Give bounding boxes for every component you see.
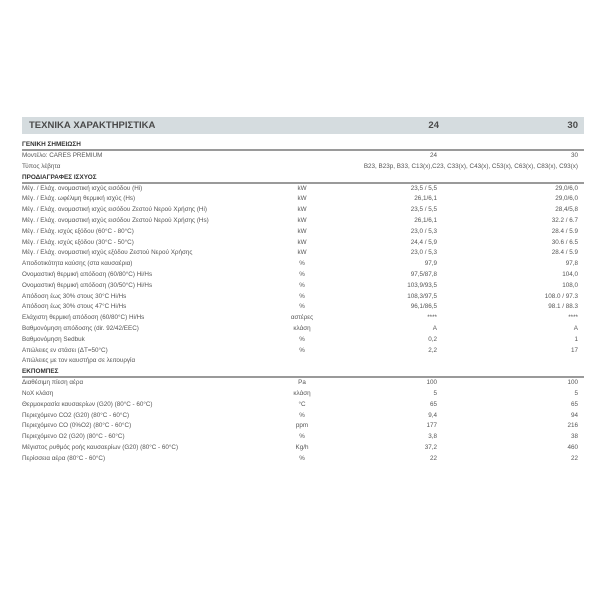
value-24: 37,2 <box>424 443 437 451</box>
row-unit: % <box>299 346 305 354</box>
value-30: 108.0 / 97.3 <box>544 292 578 300</box>
row-label: Μέγ. / Ελάχ. ονομαστική ισχύς εισόδου Ζεστού Νερού Χρήσης (Hs) <box>22 216 209 224</box>
value-24: 100 <box>426 379 437 387</box>
value-30: 30 <box>570 152 578 159</box>
value-30: 22 <box>570 454 578 462</box>
row-label: Διαθέσιμη πίεση αέρα <box>22 379 84 387</box>
row-unit: kW <box>297 206 307 214</box>
value-24: 65 <box>429 400 437 408</box>
row-unit: % <box>299 335 305 343</box>
table-row <box>22 400 584 411</box>
row-label: Μέγ. / Ελάχ. ισχύς εξόδου (60°C - 80°C) <box>22 227 134 235</box>
table-row <box>22 454 584 465</box>
table-row <box>22 227 584 238</box>
table-row <box>22 313 584 324</box>
table-row <box>22 238 584 249</box>
value-30: 5 <box>574 389 578 397</box>
value-24: 0,2 <box>428 335 437 343</box>
spec-title: ΤΕΧΝΙΚΑ ΧΑΡΑΚΤΗΡΙΣΤΙΚΑ <box>29 120 156 131</box>
value-24: 96,1/86,5 <box>410 303 437 311</box>
section-power: ΠΡΟΔΙΑΓΡΑΦΕΣ ΙΣΧΥΟΣ <box>22 173 584 184</box>
table-row <box>22 389 584 400</box>
row-label: NoX κλάση <box>22 389 54 397</box>
value-30: 29,0/6,0 <box>555 195 578 203</box>
value-30: 1 <box>574 335 578 343</box>
table-row <box>22 324 584 335</box>
value-30: 104,0 <box>562 270 578 278</box>
row-label: Απόδοση έως 30% στους 47°C Hi/Hs <box>22 303 127 311</box>
row-unit: κλάση <box>293 389 311 397</box>
row-unit: % <box>299 303 305 311</box>
row-label: Μέγιστος ρυθμός ροής καυσαερίων (G20) (80°C - 60°C) <box>22 443 179 451</box>
row-unit: kW <box>297 184 307 192</box>
value-24: 3,8 <box>428 433 437 441</box>
value-30: 28,4/5,8 <box>555 206 578 214</box>
value-24: 97,9 <box>424 260 437 268</box>
value-type: B23, B23p, B33, C13(x),C23, C33(x), C43(x), C53(x), C63(x), C83(x), C93(x) <box>363 162 578 170</box>
table-row <box>22 335 584 346</box>
table-row <box>22 356 584 367</box>
row-label: Ελάχιστη θερμική απόδοση (60/80°C) Hi/Hs <box>22 314 145 322</box>
row-label: Μέγ. / Ελάχ. ωφέλιμη θερμική ισχύς (Hs) <box>22 195 136 203</box>
value-30: 94 <box>570 411 578 419</box>
column-header-24: 24 <box>428 120 439 131</box>
table-row <box>22 216 584 227</box>
row-label: Μέγ. / Ελάχ. ισχύς εξόδου (30°C - 50°C) <box>22 238 134 246</box>
section-emissions: ΕΚΠΟΜΠΕΣ <box>22 367 584 378</box>
table-row <box>22 421 584 432</box>
row-label: Βαθμονόμηση απόδοσης (dir. 92/42/EEC) <box>22 324 139 332</box>
table-row-boiler-type <box>22 162 584 173</box>
value-24: 23,0 / 5,3 <box>410 249 437 257</box>
value-30: 216 <box>567 422 578 430</box>
row-unit: % <box>299 411 305 419</box>
value-30: 28.4 / 5.9 <box>551 249 578 257</box>
row-label: Τύπος λέβητα <box>22 162 61 170</box>
value-24: 9,4 <box>428 411 437 419</box>
value-24: 24 <box>429 152 437 159</box>
spec-sheet <box>22 117 584 465</box>
table-row <box>22 259 584 270</box>
value-24: 5 <box>433 389 437 397</box>
value-30: 30.6 / 6.5 <box>551 238 578 246</box>
row-unit: °C <box>298 400 306 408</box>
table-row <box>22 205 584 216</box>
table-row <box>22 411 584 422</box>
row-unit: kW <box>297 195 307 203</box>
row-label: Περιεχόμενο O2 (G20) (80°C - 60°C) <box>22 433 125 441</box>
value-30: 460 <box>567 443 578 451</box>
row-label: Θερμοκρασία καυσαερίων (G20) (80°C - 60°C) <box>22 400 153 408</box>
row-unit: % <box>299 292 305 300</box>
row-unit: % <box>299 270 305 278</box>
table-row <box>22 292 584 303</box>
table-row <box>22 270 584 281</box>
row-label: Ονομαστική θερμική απόδοση (60/80°C) Hi/Hs <box>22 270 153 278</box>
row-unit: kW <box>297 249 307 257</box>
row-unit: Kg/h <box>295 443 309 451</box>
row-label: Μοντέλο: CARES PREMIUM <box>22 152 103 159</box>
value-30: 17 <box>570 346 578 354</box>
row-unit: αστέρες <box>290 314 314 322</box>
row-label: Βαθμονόμηση Sedbuk <box>22 335 85 343</box>
table-row <box>22 432 584 443</box>
value-30: **** <box>568 314 578 322</box>
value-24: 22 <box>429 454 437 462</box>
value-30: 65 <box>570 400 578 408</box>
row-label: Απώλειες με τον καυστήρα σε λειτουργία <box>22 357 136 365</box>
row-label: Ονομαστική θερμική απόδοση (30/50°C) Hi/Hs <box>22 281 153 289</box>
value-24: 26,1/6,1 <box>414 216 437 224</box>
row-label: Μέγ. / Ελάχ. ονομαστική ισχύς εξόδου Ζεστού Νερού Χρήσης <box>22 249 193 257</box>
section-general: ΓΕΝΙΚΗ ΣΗΜΕΙΩΣΗ <box>22 140 584 151</box>
row-unit: % <box>299 454 305 462</box>
value-24: 2,2 <box>428 346 437 354</box>
value-24: **** <box>427 314 437 322</box>
row-label: Περίσσεια αέρα (80°C - 60°C) <box>22 454 106 462</box>
table-row <box>22 443 584 454</box>
value-30: 97,8 <box>565 260 578 268</box>
table-row-model <box>22 151 584 162</box>
emission-rows <box>22 378 584 464</box>
value-24: 23,0 / 5,3 <box>410 227 437 235</box>
table-row <box>22 184 584 195</box>
value-24: 103,9/93,5 <box>407 281 437 289</box>
value-24: A <box>432 324 437 332</box>
value-30: 98.1 / 88.3 <box>548 303 578 311</box>
row-label: Αποδοτικότητα καύσης (στα καυσαέρια) <box>22 260 133 268</box>
row-unit: kW <box>297 238 307 246</box>
value-24: 23,5 / 5,5 <box>410 206 437 214</box>
row-unit: % <box>299 281 305 289</box>
row-unit: kW <box>297 216 307 224</box>
value-24: 26,1/6,1 <box>414 195 437 203</box>
row-unit: kW <box>297 227 307 235</box>
value-24: 177 <box>426 422 437 430</box>
value-30: 100 <box>567 379 578 387</box>
row-unit: % <box>299 433 305 441</box>
spec-header-bar <box>22 117 584 134</box>
row-label: Μέγ. / Ελάχ. ονομαστική ισχύς εισόδου Ζεστού Νερού Χρήσης (Hi) <box>22 206 207 214</box>
table-row <box>22 248 584 259</box>
value-24: 97,5/87,8 <box>410 270 437 278</box>
table-row <box>22 346 584 357</box>
value-30: 108,0 <box>562 281 578 289</box>
value-30: 28.4 / 5.9 <box>551 227 578 235</box>
column-header-30: 30 <box>567 120 578 131</box>
power-rows <box>22 184 584 368</box>
value-24: 23,5 / 5,5 <box>410 184 437 192</box>
table-row <box>22 194 584 205</box>
value-24: 108,3/97,5 <box>407 292 437 300</box>
value-30: 38 <box>570 433 578 441</box>
value-30: A <box>573 324 578 332</box>
row-label: Περιεχόμενο CO2 (G20) (80°C - 60°C) <box>22 411 130 419</box>
table-row <box>22 281 584 292</box>
row-label: Απώλειες εν στάσει (ΔT=50°C) <box>22 346 108 354</box>
value-24: 24,4 / 5,9 <box>410 238 437 246</box>
value-30: 29,0/6,0 <box>555 184 578 192</box>
row-label: Περιεχόμενο CO (0%O2) (80°C - 60°C) <box>22 422 132 430</box>
table-row <box>22 302 584 313</box>
row-unit: % <box>299 260 305 268</box>
row-unit: κλάση <box>293 324 311 332</box>
row-label: Απόδοση έως 30% στους 30°C Hi/Hs <box>22 292 127 300</box>
row-unit: ppm <box>295 422 309 430</box>
table-row <box>22 378 584 389</box>
row-label: Μέγ. / Ελάχ. ονομαστική ισχύς εισόδου (Hi) <box>22 184 143 192</box>
value-30: 32.2 / 6.7 <box>551 216 578 224</box>
row-unit: Pa <box>298 379 306 387</box>
